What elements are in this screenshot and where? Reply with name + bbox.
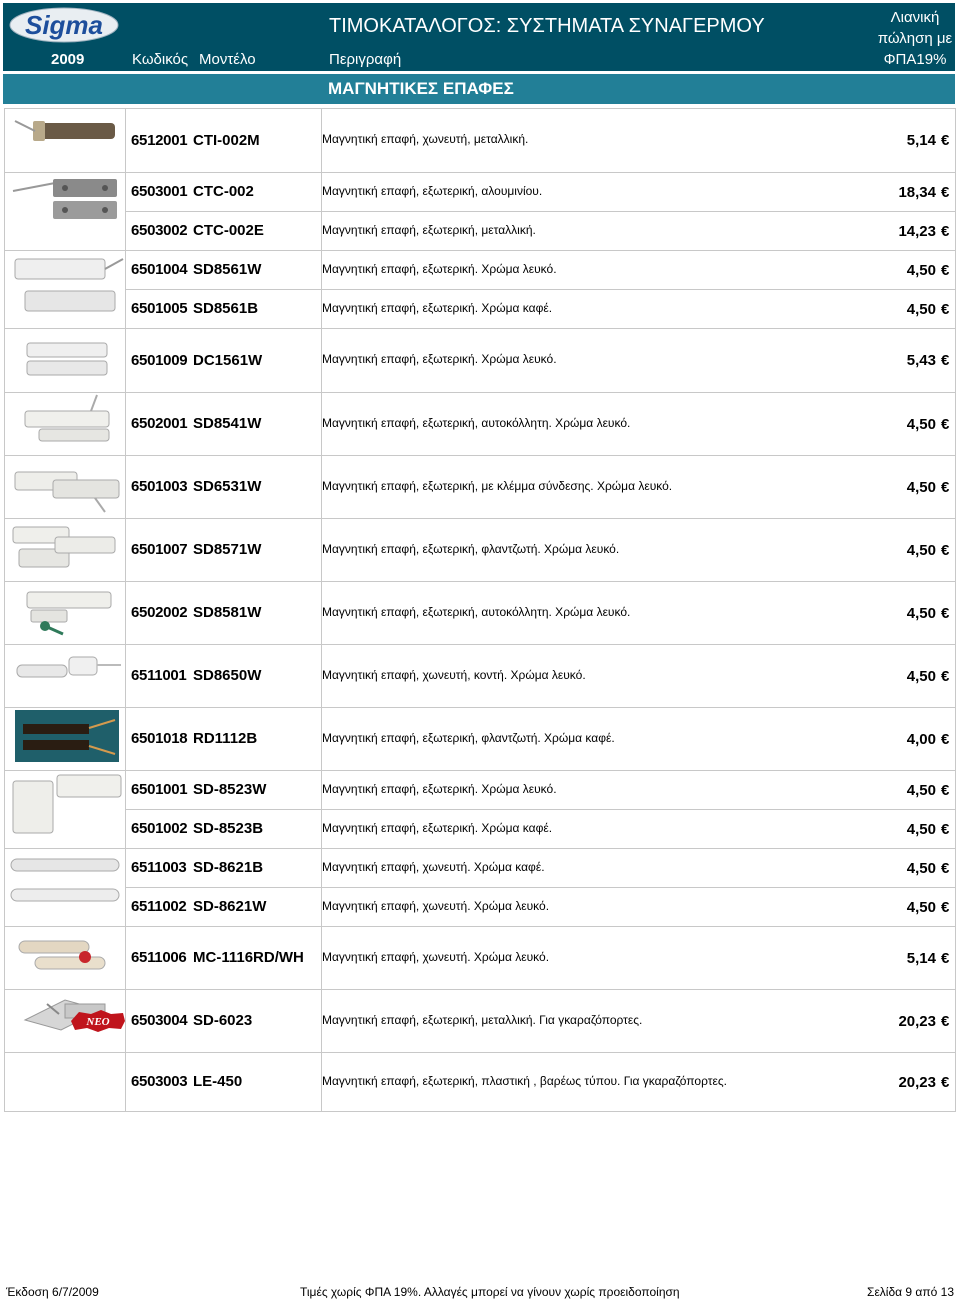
year-label: 2009 <box>51 51 85 68</box>
product-image <box>5 251 126 329</box>
euro-icon: € <box>941 859 950 877</box>
product-model: CTC-002E <box>193 222 264 239</box>
product-model: LE-450 <box>193 1073 243 1090</box>
product-image <box>5 109 126 173</box>
product-model: SD-6023 <box>193 1012 253 1029</box>
table-row <box>5 212 956 251</box>
table-row <box>5 329 956 393</box>
table-row <box>5 990 956 1053</box>
euro-icon: € <box>941 352 950 369</box>
product-description: Μαγνητική επαφή, εξωτερική. Χρώμα καφέ. 4,50 € <box>322 290 956 329</box>
euro-icon: € <box>941 132 950 149</box>
euro-icon: € <box>941 781 950 799</box>
product-description: Μαγνητική επαφή, χωνευτή. Χρώμα λευκό. 5,14 € <box>322 927 956 990</box>
product-model: SD8581W <box>193 604 262 621</box>
product-price: 14,23 € <box>898 222 950 240</box>
product-price: 4,50 € <box>906 898 950 916</box>
euro-icon: € <box>941 1073 950 1091</box>
table-row <box>5 849 956 888</box>
euro-icon: € <box>941 183 950 201</box>
product-description: Μαγνητική επαφή, εξωτερική. Χρώμα λευκό. 5,43 € <box>322 329 956 393</box>
product-price: 4,50 € <box>906 604 950 622</box>
product-model: SD-8523B <box>193 820 264 837</box>
product-model: DC1561W <box>193 351 263 369</box>
euro-icon: € <box>941 898 950 916</box>
table-row <box>5 109 956 173</box>
product-code: 6501002 <box>131 820 188 837</box>
product-description: Μαγνητική επαφή, εξωτερική, αυτοκόλλητη. Χρώμα λευκό. 4,50 € <box>322 582 956 645</box>
product-price: 20,23 € <box>898 1073 950 1091</box>
product-price: 4,50 € <box>906 820 950 838</box>
product-image <box>5 645 126 708</box>
product-price: 4,50 € <box>906 667 950 685</box>
table-row <box>5 1053 956 1112</box>
euro-icon: € <box>941 604 950 622</box>
product-model: CTI-002M <box>193 131 260 149</box>
product-description: Μαγνητική επαφή, εξωτερική, μεταλλική. 14,23 € <box>322 212 956 251</box>
euro-icon: € <box>941 1012 950 1030</box>
product-model: CTC-002 <box>193 183 254 200</box>
product-code: 6503001 <box>131 183 188 200</box>
table-row <box>5 810 956 849</box>
product-image <box>5 927 126 990</box>
product-model: MC-1116RD/WH <box>193 949 304 966</box>
product-description: Μαγνητική επαφή, χωνευτή. Χρώμα λευκό. 4,50 € <box>322 888 956 927</box>
svg-text:Sigma: Sigma <box>24 10 104 40</box>
section-header <box>3 74 955 104</box>
product-model: SD8561B <box>193 300 259 317</box>
product-price: 5,43 € <box>906 352 950 369</box>
section-title: ΜΑΓΝΗΤΙΚΕΣ ΕΠΑΦΕΣ <box>328 79 514 98</box>
product-code: 6501001 <box>131 781 188 798</box>
product-description: Μαγνητική επαφή, εξωτερική. Χρώμα λευκό. 4,50 € <box>322 251 956 290</box>
product-model: SD-8621W <box>193 898 267 915</box>
product-code: 6501003 <box>131 478 188 495</box>
column-header-description: Περιγραφή <box>329 51 402 68</box>
product-description: Μαγνητική επαφή, χωνευτή, κοντή. Χρώμα λευκό. 4,50 € <box>322 645 956 708</box>
table-row <box>5 173 956 212</box>
euro-icon: € <box>941 949 950 967</box>
product-model: SD6531W <box>193 478 262 495</box>
column-header-price: Λιανική πώληση με ΦΠΑ19% <box>877 9 953 68</box>
product-code: 6501005 <box>131 300 188 317</box>
product-description: Μαγνητική επαφή, εξωτερική, πλαστική , βαρέως τύπου. Για γκαραζόπορτες. 20,23 € <box>322 1053 956 1112</box>
table-row <box>5 582 956 645</box>
page-header <box>3 3 955 71</box>
new-badge-icon <box>71 1010 125 1032</box>
product-image <box>5 582 126 645</box>
product-image <box>5 990 126 1053</box>
product-price: 5,14 € <box>906 132 950 149</box>
product-model: SD8541W <box>193 415 262 432</box>
euro-icon: € <box>941 300 950 318</box>
euro-icon: € <box>941 478 950 496</box>
product-code: 6501004 <box>131 261 188 278</box>
product-description: Μαγνητική επαφή, χωνευτή. Χρώμα καφέ. 4,50 € <box>322 849 956 888</box>
product-image <box>5 771 126 849</box>
product-description: Μαγνητική επαφή, χωνευτή, μεταλλική. 5,14 € <box>322 109 956 173</box>
product-image <box>5 519 126 582</box>
product-price: 4,50 € <box>906 415 950 433</box>
product-price: 4,50 € <box>906 859 950 877</box>
product-price: 18,34 € <box>898 183 950 201</box>
product-image <box>5 173 126 251</box>
sigma-logo <box>9 7 119 43</box>
product-price: 4,50 € <box>906 478 950 496</box>
product-price: 4,50 € <box>906 300 950 318</box>
product-code: 6511002 <box>131 898 187 915</box>
product-description: Μαγνητική επαφή, εξωτερική. Χρώμα λευκό. 4,50 € <box>322 771 956 810</box>
product-code: 6501007 <box>131 541 188 558</box>
table-row <box>5 708 956 771</box>
table-row <box>5 771 956 810</box>
table-row <box>5 519 956 582</box>
product-price: 4,50 € <box>906 781 950 799</box>
table-row <box>5 251 956 290</box>
euro-icon: € <box>941 667 950 685</box>
footer-page-number: Σελίδα 9 από 13 <box>867 1285 954 1299</box>
product-code: 6503003 <box>131 1073 188 1090</box>
table-row <box>5 927 956 990</box>
product-price: 4,50 € <box>906 541 950 559</box>
product-code: 6502002 <box>131 604 188 621</box>
euro-icon: € <box>941 730 950 748</box>
product-code: 6511001 <box>131 667 187 684</box>
product-code: 6503002 <box>131 222 188 239</box>
product-model: SD8561W <box>193 261 262 278</box>
table-row <box>5 290 956 329</box>
product-description: Μαγνητική επαφή, εξωτερική, μεταλλική. Για γκαραζόπορτες. 20,23 € <box>322 990 956 1053</box>
column-header-model: Μοντέλο <box>199 51 256 68</box>
product-model: SD-8621B <box>193 859 264 876</box>
product-description: Μαγνητική επαφή, εξωτερική, φλαντζωτή. Χρώμα λευκό. 4,50 € <box>322 519 956 582</box>
column-header-code: Κωδικός <box>132 51 189 68</box>
product-price: 20,23 € <box>898 1012 950 1030</box>
product-code: 6511006 <box>131 949 187 966</box>
product-image <box>5 849 126 927</box>
product-description: Μαγνητική επαφή, εξωτερική, φλαντζωτή. Χρώμα καφέ. 4,00 € <box>322 708 956 771</box>
euro-icon: € <box>941 222 950 240</box>
euro-icon: € <box>941 261 950 279</box>
product-model: RD1112B <box>193 730 258 747</box>
footer-edition: Έκδοση 6/7/2009 <box>6 1285 99 1299</box>
product-code: 6501009 <box>131 351 188 369</box>
euro-icon: € <box>941 415 950 433</box>
product-description: Μαγνητική επαφή, εξωτερική, αλουμινίου. 18,34 € <box>322 173 956 212</box>
product-code: 6502001 <box>131 415 188 432</box>
product-price: 5,14 € <box>906 949 950 967</box>
page-title: ΤΙΜΟΚΑΤΑΛΟΓΟΣ: ΣΥΣΤΗΜΑΤΑ ΣΥΝΑΓΕΡΜΟΥ <box>329 15 765 37</box>
euro-icon: € <box>941 820 950 838</box>
product-description: Μαγνητική επαφή, εξωτερική. Χρώμα καφέ. 4,50 € <box>322 810 956 849</box>
product-code: 6511003 <box>131 859 187 876</box>
product-table <box>4 108 956 1112</box>
product-code: 6503004 <box>131 1012 188 1029</box>
product-model: SD-8523W <box>193 781 267 798</box>
product-image <box>5 456 126 519</box>
product-image <box>5 329 126 393</box>
product-model: SD8650W <box>193 667 262 684</box>
product-image <box>5 1053 126 1112</box>
euro-icon: € <box>941 541 950 559</box>
product-description: Μαγνητική επαφή, εξωτερική, με κλέμμα σύνδεσης. Χρώμα λευκό. 4,50 € <box>322 456 956 519</box>
table-row <box>5 393 956 456</box>
table-row <box>5 888 956 927</box>
table-row <box>5 456 956 519</box>
product-image <box>5 393 126 456</box>
svg-text:NEO: NEO <box>86 1016 110 1028</box>
footer-note: Τιμές χωρίς ΦΠΑ 19%. Αλλαγές μπορεί να γίνουν χωρίς προειδοποίηση <box>300 1285 680 1299</box>
product-price: 4,00 € <box>906 730 950 748</box>
product-model: SD8571W <box>193 541 262 558</box>
product-code: 6512001 <box>131 131 188 149</box>
product-code: 6501018 <box>131 730 188 747</box>
product-description: Μαγνητική επαφή, εξωτερική, αυτοκόλλητη. Χρώμα λευκό. 4,50 € <box>322 393 956 456</box>
product-price: 4,50 € <box>906 261 950 279</box>
table-row <box>5 645 956 708</box>
product-image <box>5 708 126 771</box>
